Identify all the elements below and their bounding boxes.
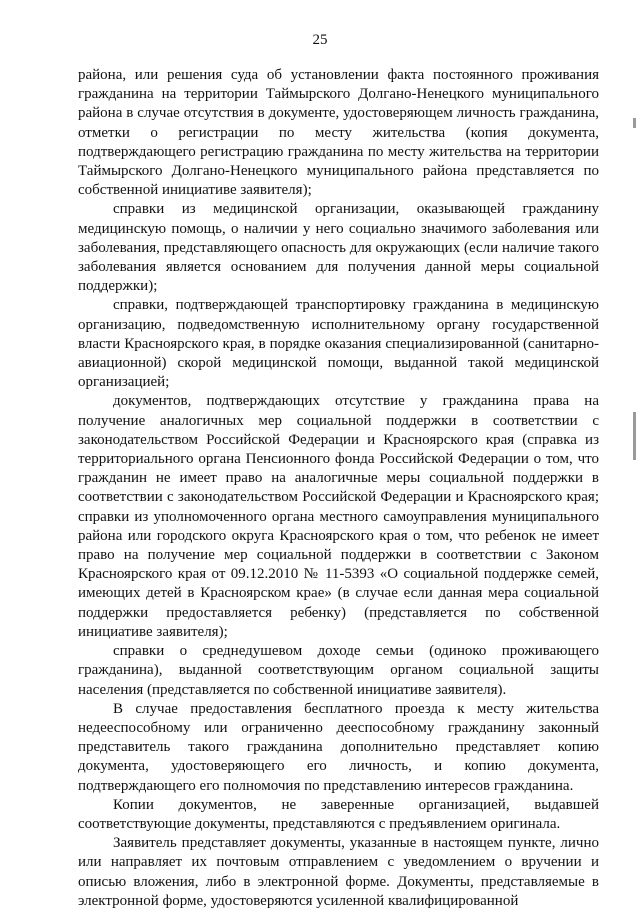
document-body [78, 66, 599, 911]
page-number: 25 [312, 32, 328, 48]
paragraph: В случае предоставления бесплатного проезда к месту жительства недееспособному или ограниченно дееспособному гражданину законный представитель такого гражданина дополнительно представляет копию документа, удостоверяющего его личность, и копию документа, подтверждающего его полномочия по представлению интересов гражданина. [78, 700, 599, 794]
paragraph: Копии документов, не заверенные организацией, выдавшей соответствующие документы, представляются с предъявлением оригинала. [78, 796, 599, 832]
scan-edge-mark [633, 118, 636, 128]
scan-edge-mark [633, 412, 636, 460]
paragraph: документов, подтверждающих отсутствие у гражданина права на получение аналогичных мер социальной поддержки в соответствии с законодательством Российской Федерации и Красноярского края (справка из территориального органа Пенсионного фонда Российской Федерации о том, что гражданин не имеет право на аналогичные меры социальной поддержки в соответствии с законодательством Российской Федерации и Красноярского края; справки из уполномоченного органа местного самоуправления муниципального района или городского округа Красноярского края о том, что ребенок не имеет право на получение мер социальной поддержки в соответствии с Законом Красноярского края от 09.12.2010 № 11-5393 «О социальной поддержке семей, имеющих детей в Красноярском крае» (в случае если данная мера социальной поддержки предоставляется ребенку) (представляется по собственной инициативе заявителя); [78, 393, 599, 640]
paragraph: справки о среднедушевом доходе семьи (одиноко проживающего гражданина), выданной соответствующим органом социальной защиты населения (представляется по собственной инициативе заявителя). [78, 643, 599, 698]
paragraph: справки, подтверждающей транспортировку гражданина в медицинскую организацию, подведомственную исполнительному органу государственной власти Красноярского края, в порядке оказания специализированной (санитарно-авиационной) скорой медицинской помощи, выданной такой медицинской организацией; [78, 297, 599, 391]
paragraph: Заявитель представляет документы, указанные в настоящем пункте, лично или направляет их почтовым отправлением с уведомлением о вручении и описью вложения, либо в электронной форме. Документы, представляемые в электронной форме, удостоверяются усиленной квалифицированной [78, 835, 599, 909]
paragraph: района, или решения суда об установлении факта постоянного проживания гражданина на территории Таймырского Долгано-Ненецкого муниципального района в случае отсутствия в документе, удостоверяющем личность гражданина, отметки о регистрации по месту жительства (копия документа, подтверждающего регистрацию гражданина по месту жительства на территории Таймырского Долгано-Ненецкого муниципального района представляется по собственной инициативе заявителя); [78, 67, 599, 199]
paragraph: справки из медицинской организации, оказывающей гражданину медицинскую помощь, о наличии у него социально значимого заболевания или заболевания, представляющего опасность для окружающих (если наличие такого заболевания является основанием для получения данной меры социальной поддержки); [78, 201, 599, 295]
